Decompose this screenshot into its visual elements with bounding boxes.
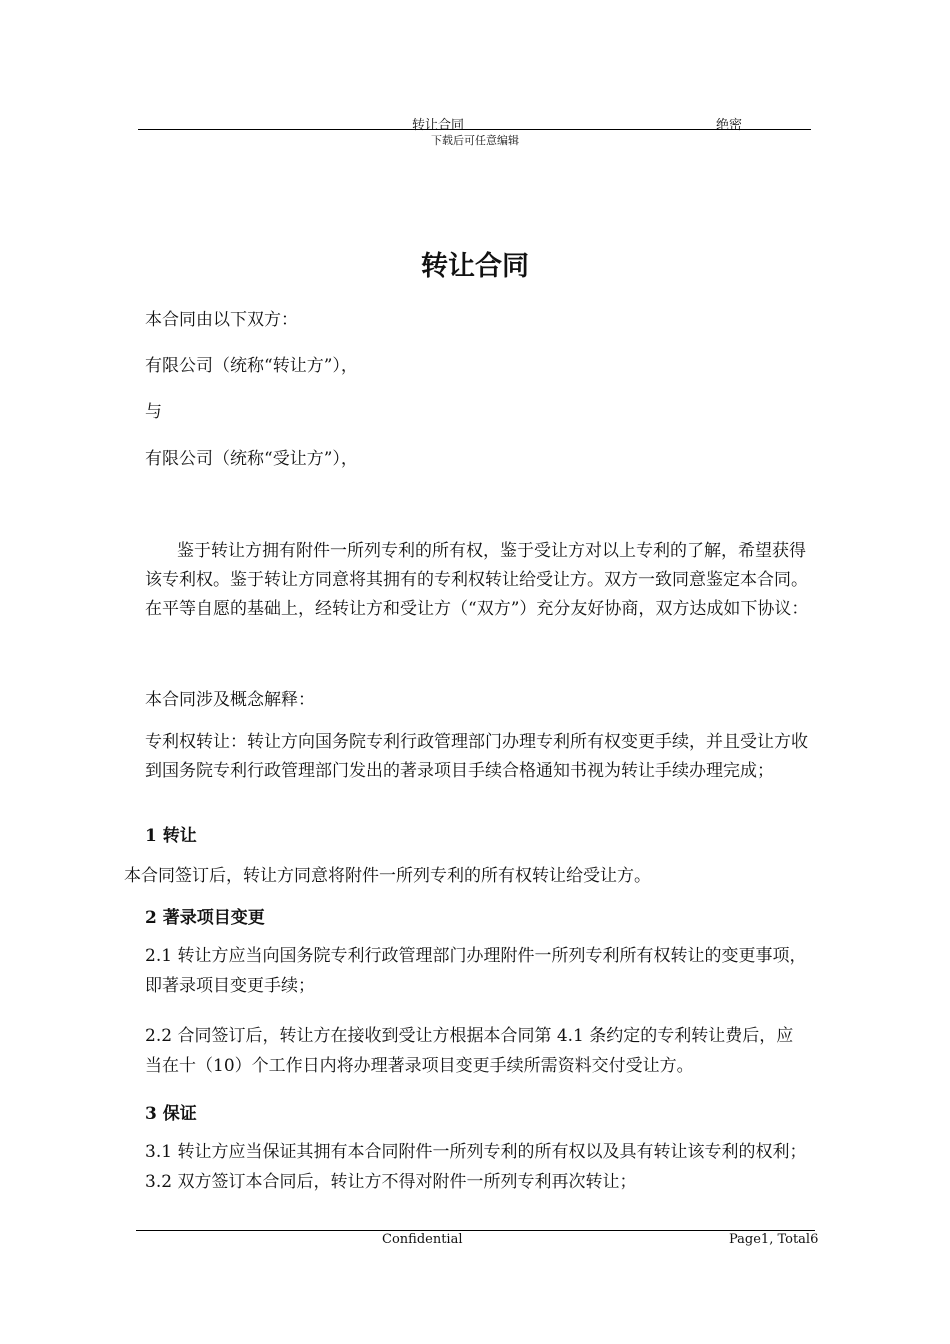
- footer-page-number: Page1, Total6: [729, 1232, 819, 1247]
- header-note: 下载后可任意编辑: [431, 134, 519, 147]
- clause-2-2: 2.2 合同签订后，转让方在接收到受让方根据本合同第 4.1 条约定的专利转让费后，应当在十（10）个工作日内将办理著录项目变更手续所需资料交付受让方。: [145, 1026, 794, 1076]
- definitions-intro: 本合同涉及概念解释：: [145, 690, 315, 710]
- footer-rule: [136, 1230, 815, 1231]
- clause-2-1: 2.1 转让方应当向国务院专利行政管理部门办理附件一所列专利所有权转让的变更事项，即著录项目变更手续；: [145, 946, 807, 996]
- party-transferee: 有限公司（统称“受让方”），: [145, 449, 358, 469]
- document-title: 转让合同: [421, 251, 529, 282]
- section-1-heading: 1 转让: [145, 826, 197, 846]
- footer-confidential: Confidential: [382, 1232, 463, 1247]
- parties-intro: 本合同由以下双方：: [145, 310, 298, 330]
- clause-3-1-and-3-2: 3.1 转让方应当保证其拥有本合同附件一所列专利的所有权以及具有转让该专利的权利； 3.2 双方签订本合同后，转让方不得对附件一所列专利再次转让；: [145, 1142, 807, 1192]
- definition-patent-transfer: 专利权转让：转让方向国务院专利行政管理部门办理专利所有权变更手续，并且受让方收到国务院专利行政管理部门发出的著录项目手续合格通知书视为转让手续办理完成；: [145, 732, 808, 781]
- header-secrecy-mark: 绝密: [716, 118, 743, 133]
- section-2-heading: 2 著录项目变更: [145, 908, 265, 928]
- party-conjunction: 与: [145, 402, 162, 422]
- header-title: 转让合同: [412, 118, 465, 133]
- recital-paragraph: 鉴于转让方拥有附件一所列专利的所有权，鉴于受让方对以上专利的了解，希望获得该专利权。鉴于转让方同意将其拥有的专利权转让给受让方。双方一致同意鉴定本合同。在平等自愿的基础上，经转让方和受让方（“双方”）充分友好协商，双方达成如下协议：: [145, 541, 809, 619]
- header-rule: [138, 129, 811, 130]
- section-1-body: 本合同签订后，转让方同意将附件一所列专利的所有权转让给受让方。: [124, 866, 651, 886]
- party-transferor: 有限公司（统称“转让方”），: [145, 356, 358, 376]
- section-3-heading: 3 保证: [145, 1104, 197, 1124]
